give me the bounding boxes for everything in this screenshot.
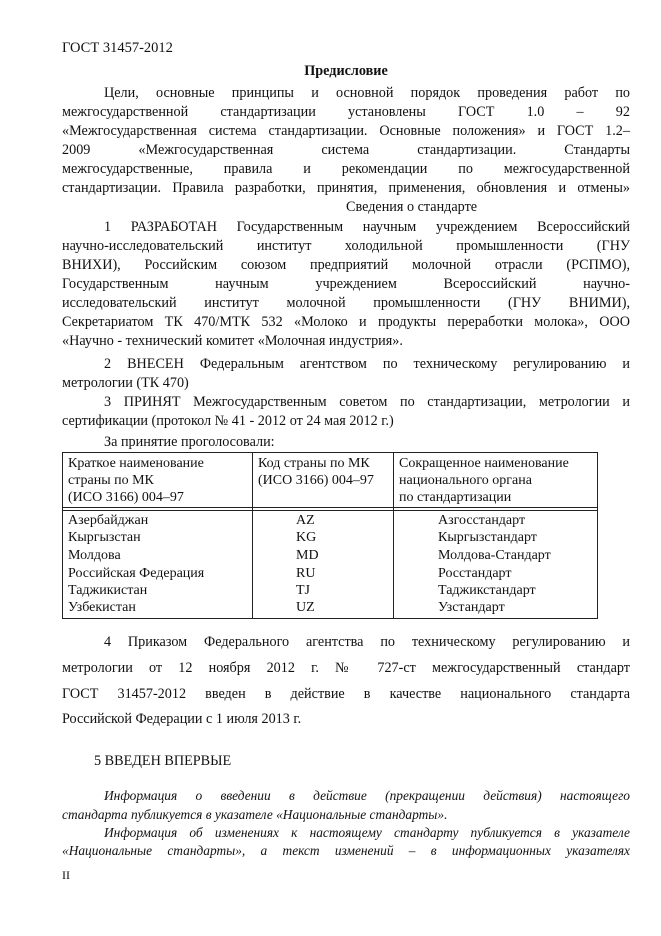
table-cell-body: Молдова-Стандарт	[438, 548, 551, 563]
text-line: 3 ПРИНЯТ Межгосударственным советом по стандартизации, метрологии и	[104, 394, 630, 410]
text-line: стандарта публикуется в указателе «Национальные стандарты».	[62, 807, 448, 822]
table-header-code: Код страны по МК (ИСО 3166) 004–97	[258, 456, 374, 488]
table-cell-country: Молдова	[68, 548, 121, 563]
text-line: «Национальные стандарты», а текст изменений – в информационных указателях	[62, 843, 630, 858]
table-cell-code: KG	[296, 530, 317, 545]
text-line: Государственным научным учреждением Всероссийский научно-	[62, 276, 630, 292]
table-cell-code: UZ	[296, 600, 315, 615]
text-line: ГОСТ 31457-2012 введен в действие в качестве национального стандарта	[62, 686, 630, 702]
table-header-body: Сокращенное наименование национального органа по стандартизации	[399, 456, 569, 505]
text-line: «Научно - технический комитет «Молочная индустрия».	[62, 333, 403, 349]
item-5-first-introduced: 5 ВВЕДЕН ВПЕРВЫЕ	[94, 753, 232, 769]
table-border	[62, 452, 63, 619]
table-cell-body: Азгосстандарт	[438, 513, 526, 528]
table-header-country: Краткое наименование страны по МК (ИСО 3166) 004–97	[68, 456, 204, 505]
table-border	[62, 510, 598, 511]
table-cell-body: Кыргызстандарт	[438, 530, 537, 545]
table-cell-code: TJ	[296, 583, 310, 598]
table-border	[62, 507, 598, 508]
text-line: 4 Приказом Федерального агентства по техническому регулированию и	[104, 634, 630, 650]
table-border	[597, 452, 598, 619]
table-cell-country: Российская Федерация	[68, 566, 205, 581]
text-line: стандартизации. Правила разработки, принятия, применения, обновления и отмены»	[62, 180, 630, 196]
text-line: Секретариатом ТК 470/МТК 532 «Молоко и продукты переработки молока», ООО	[62, 314, 630, 330]
table-cell-code: RU	[296, 566, 316, 581]
text-line: Информация об изменениях к настоящему стандарту публикуется в указателе	[104, 825, 630, 840]
text-line: Цели, основные принципы и основной порядок проведения работ по	[104, 85, 630, 101]
text-line: метрологии от 12 ноября 2012 г. № 727-ст межгосударственный стандарт	[62, 660, 630, 676]
text-line: 1 РАЗРАБОТАН Государственным научным учреждением Всероссийский	[104, 219, 630, 235]
text-line: сертификации (протокол № 41 - 2012 от 24 мая 2012 г.)	[62, 413, 394, 429]
text-line: Информация о введении в действие (прекращении действия) настоящего	[104, 788, 630, 803]
table-cell-country: Узбекистан	[68, 600, 136, 615]
table-border	[252, 452, 253, 619]
table-cell-body: Узстандарт	[438, 600, 505, 615]
table-cell-code: AZ	[296, 513, 315, 528]
table-cell-country: Кыргызстан	[68, 530, 141, 545]
text-line: метрологии (ТК 470)	[62, 375, 189, 391]
table-cell-country: Азербайджан	[68, 513, 149, 528]
text-line: научно-исследовательский институт холодильной промышленности (ГНУ	[62, 238, 630, 254]
text-line: 2 ВНЕСЕН Федеральным агентством по техническому регулированию и	[104, 356, 630, 372]
table-border	[62, 452, 598, 453]
text-line: исследовательский институт молочной промышленности (ГНУ ВНИМИ),	[62, 295, 630, 311]
table-border	[393, 452, 394, 619]
foreword-title: Предисловие	[304, 63, 388, 79]
page-number: II	[62, 868, 70, 882]
text-line: межгосударственные, правила и рекомендации по межгосударственной	[62, 161, 630, 177]
text-line: межгосударственной стандартизации установлены ГОСТ 1.0 – 92	[62, 104, 630, 120]
info-title: Сведения о стандарте	[346, 199, 478, 215]
text-line: ВНИХИ), Российским союзом предприятий молочной отрасли (РСПМО),	[62, 257, 630, 273]
table-cell-body: Росстандарт	[438, 566, 512, 581]
document-id-header: ГОСТ 31457-2012	[62, 40, 173, 56]
voted-label: За принятие проголосовали:	[104, 434, 275, 450]
table-cell-code: MD	[296, 548, 319, 563]
text-line: Российской Федерации с 1 июля 2013 г.	[62, 711, 302, 727]
table-border	[62, 618, 598, 619]
table-cell-body: Таджикстандарт	[438, 583, 536, 598]
table-cell-country: Таджикистан	[68, 583, 148, 598]
text-line: «Межгосударственная система стандартизации. Основные положения» и ГОСТ 1.2–	[62, 123, 630, 139]
text-line: 2009 «Межгосударственная система стандартизации. Стандарты	[62, 142, 630, 158]
